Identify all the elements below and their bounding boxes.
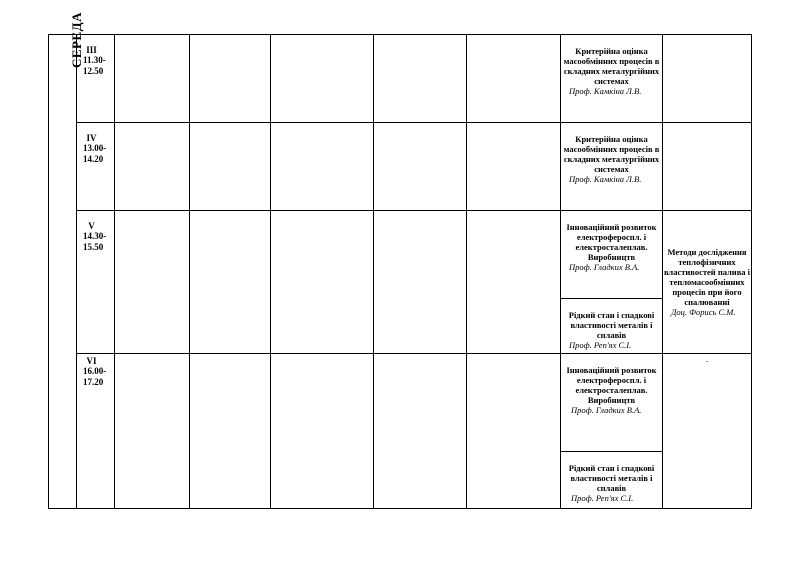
- teacher-name: Доц. Форись С.М.: [671, 307, 736, 317]
- empty-cell: [190, 211, 271, 354]
- split-cell: [561, 354, 663, 509]
- empty-cell: [271, 354, 374, 509]
- day-cell: [49, 11, 85, 509]
- table-row: [49, 35, 752, 123]
- pair-cell: [77, 354, 115, 509]
- empty-cell: [467, 35, 561, 123]
- empty-cell: [271, 123, 374, 211]
- empty-cell: [663, 354, 752, 509]
- teacher-name: Проф. Реп'ях С.І.: [569, 340, 632, 350]
- lesson-cell: [561, 299, 663, 354]
- empty-cell: [115, 354, 190, 509]
- table-row: [49, 211, 752, 299]
- teacher-name: Проф. Гладких В.А.: [569, 262, 640, 272]
- empty-cell: [190, 35, 271, 123]
- empty-cell: [115, 35, 190, 123]
- pair-cell: [77, 211, 115, 354]
- empty-cell: [467, 354, 561, 509]
- empty-cell: [271, 211, 374, 354]
- course-name: Рідкий стан і спадкові властивості металів і сплавів: [568, 463, 655, 493]
- empty-cell: [374, 354, 467, 509]
- course-name: Інноваційний розвиток електрофероспл. і електросталеплав. Виробництв: [566, 222, 657, 262]
- empty-cell: [271, 35, 374, 123]
- course-name: Інноваційний розвиток електрофероспл. і електросталеплав. Виробництв: [566, 365, 657, 405]
- empty-cell: [374, 123, 467, 211]
- pair-cell: [77, 123, 115, 211]
- empty-cell: [467, 123, 561, 211]
- lesson-cell: [561, 211, 663, 299]
- lesson-block: [561, 451, 662, 508]
- pair-time: 13.00- 14.20: [83, 143, 107, 164]
- empty-cell: [467, 211, 561, 354]
- pair-number: III: [86, 45, 97, 55]
- empty-cell: [190, 354, 271, 509]
- pair-number: V: [88, 221, 95, 231]
- lesson-cell: [663, 211, 752, 354]
- lesson-cell: [561, 35, 663, 123]
- empty-cell: [663, 35, 752, 123]
- empty-cell: [190, 123, 271, 211]
- empty-cell: [115, 123, 190, 211]
- empty-cell: [663, 123, 752, 211]
- empty-cell: [374, 35, 467, 123]
- table-row: [49, 354, 752, 509]
- table-row: [49, 123, 752, 211]
- dot-mark: .: [705, 354, 709, 364]
- split-container: [561, 354, 662, 508]
- teacher-name: Проф. Гладких В.А.: [571, 405, 642, 415]
- teacher-name: Проф. Камкіна Л.В.: [569, 174, 642, 184]
- day-label: СЕРЕДА: [69, 11, 85, 69]
- course-name: Критерійна оцінка масообмінних процесів в складних металургійних системах: [563, 134, 660, 174]
- teacher-name: Проф. Реп'ях С.І.: [571, 493, 634, 503]
- course-name: Критерійна оцінка масообмінних процесів в складних металургійних системах: [563, 46, 660, 86]
- pair-time: 11.30- 12.50: [83, 55, 106, 76]
- empty-cell: [115, 211, 190, 354]
- pair-time: 14.30- 15.50: [83, 231, 107, 252]
- empty-cell: [374, 211, 467, 354]
- teacher-name: Проф. Камкіна Л.В.: [569, 86, 642, 96]
- lesson-block: [561, 354, 662, 451]
- pair-time: 16.00- 17.20: [83, 366, 107, 387]
- lesson-cell: [561, 123, 663, 211]
- course-name: Рідкий стан і спадкові властивості металів і сплавів: [568, 310, 655, 340]
- pair-number: VI: [86, 356, 97, 366]
- schedule-table: [48, 11, 752, 509]
- course-name: Методи дослідження теплофізичних властивостей палива і тепломасообмінних процесів при його спалюванні: [663, 247, 751, 307]
- pair-number: IV: [86, 133, 97, 143]
